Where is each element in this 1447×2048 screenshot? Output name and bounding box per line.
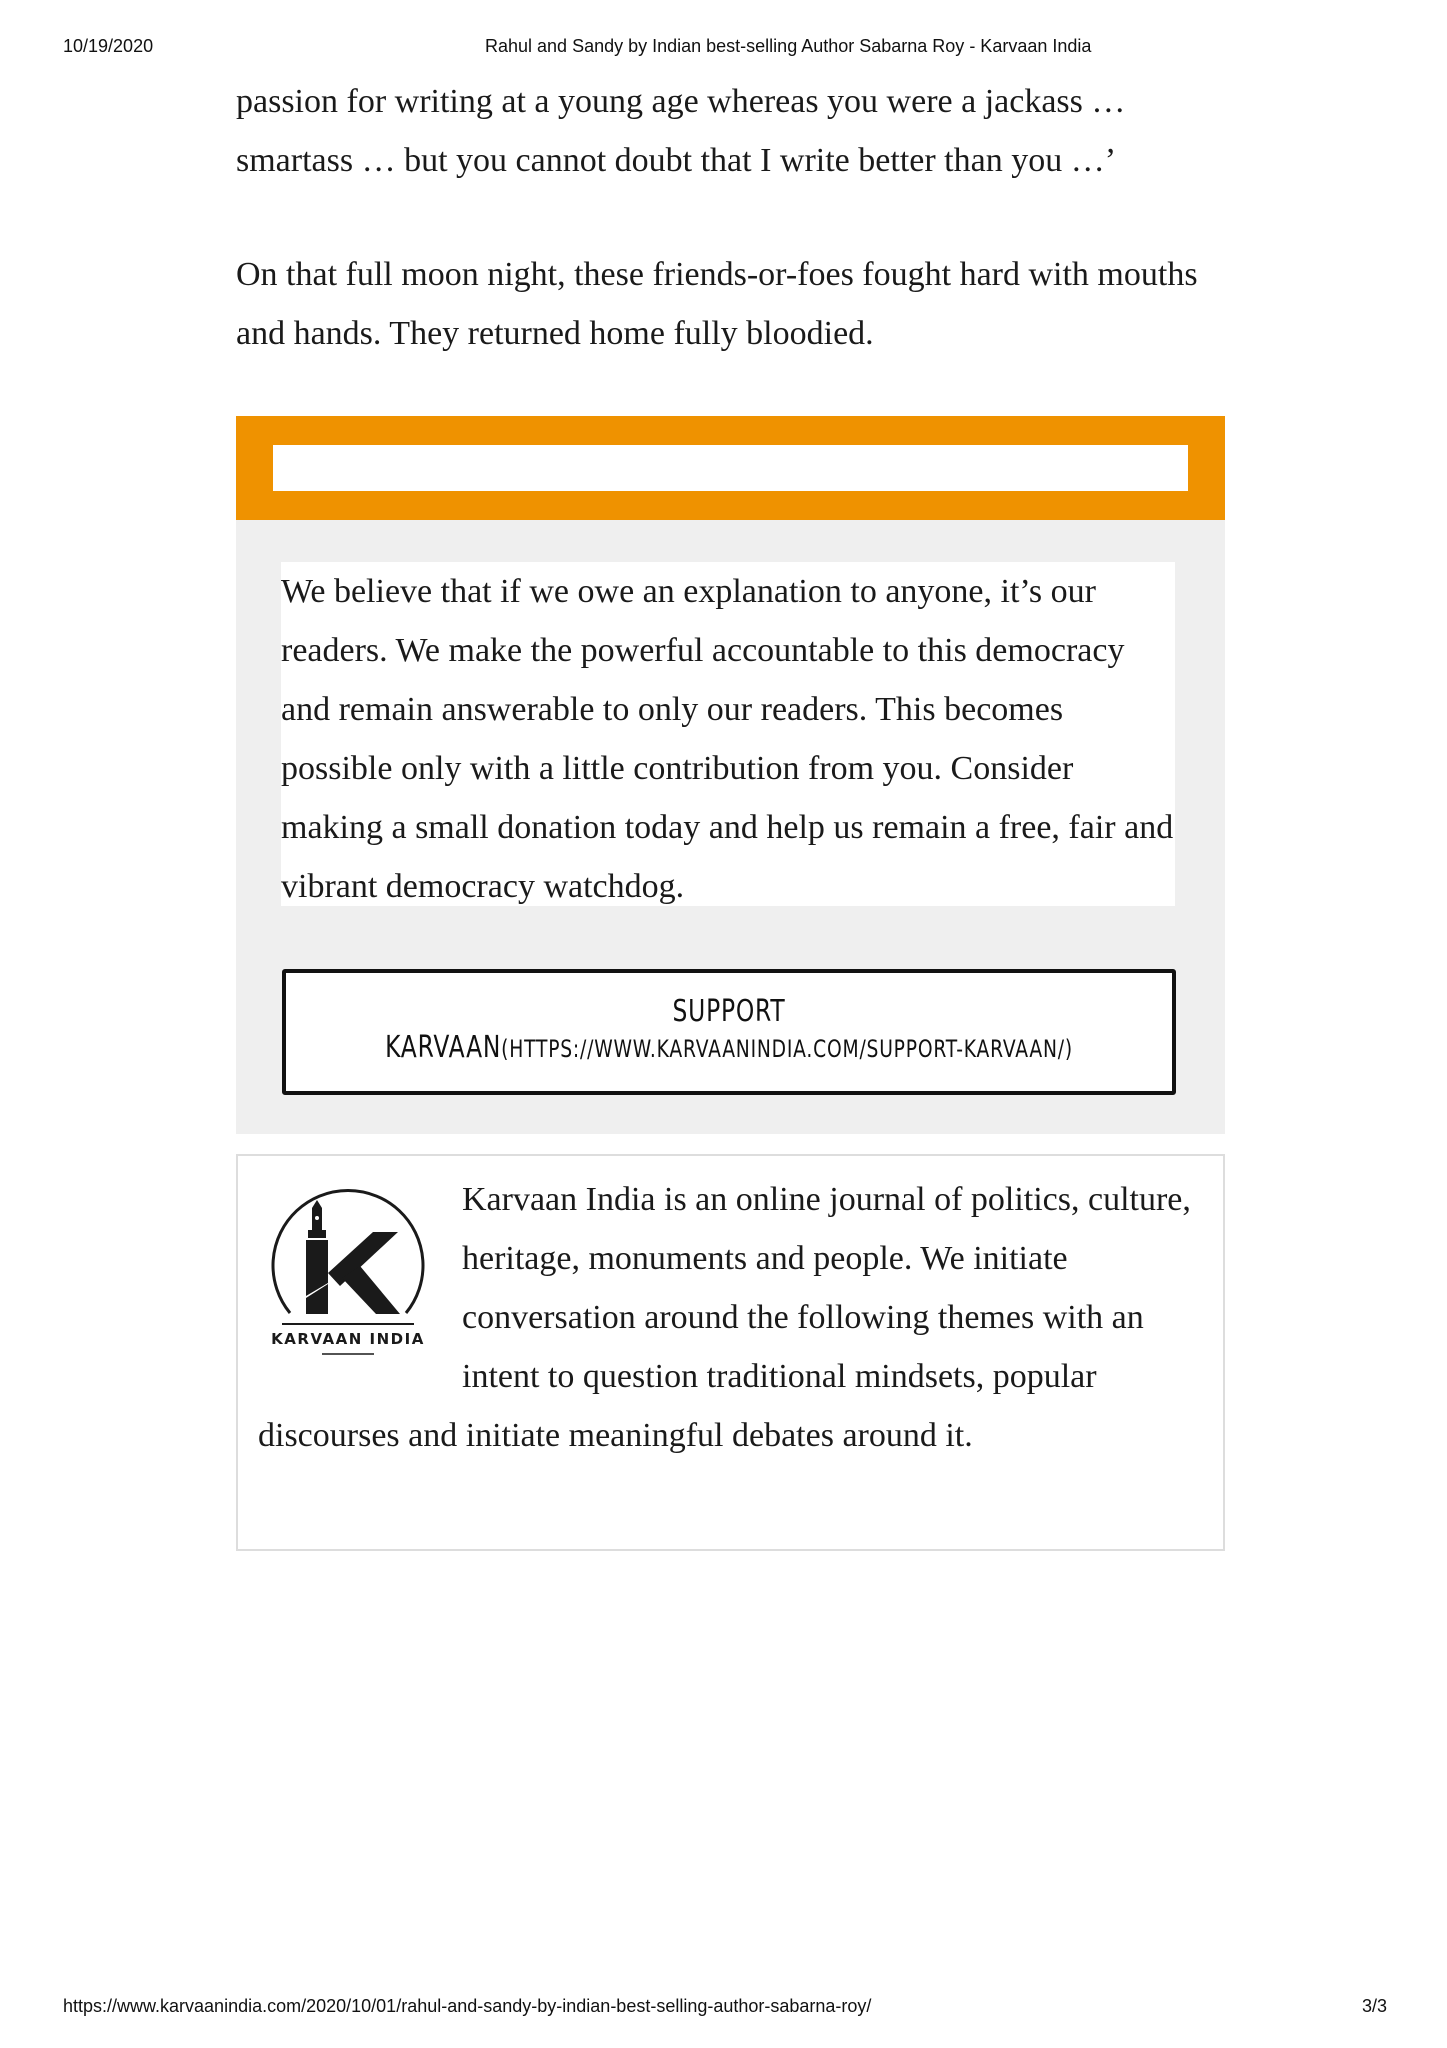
print-url: https://www.karvaanindia.com/2020/10/01/rahul-and-sandy-by-indian-best-selling-author-sabarna-roy/ xyxy=(63,1996,872,2016)
donation-message: We believe that if we owe an explanation to anyone, it’s our readers. We make the powerful accountable to this democracy and remain answerable to only our readers. This becomes possible only with a little contribution from you. Consider making a small donation today and help us remain a free, fair and vibrant democracy watchdog. xyxy=(281,573,1174,905)
print-page-title: Rahul and Sandy by Indian best-selling Author Sabarna Roy - Karvaan India xyxy=(485,36,1092,56)
donation-message-box xyxy=(281,562,1175,906)
support-button-url: (HTTPS://WWW.KARVAANINDIA.COM/SUPPORT-KARVAAN/) xyxy=(501,1035,1073,1063)
support-karvaan-button[interactable] xyxy=(282,969,1176,1095)
donation-banner xyxy=(236,416,1225,520)
print-date: 10/19/2020 xyxy=(63,36,154,56)
support-button-label xyxy=(383,996,1074,1068)
print-page-number: 3/3 xyxy=(1362,1996,1388,2016)
about-description-container xyxy=(258,1170,1198,1465)
donation-box xyxy=(236,416,1225,1134)
support-button-main-label: SUPPORT KARVAAN xyxy=(385,994,786,1065)
donation-banner-inner xyxy=(273,445,1188,491)
article-paragraph: passion for writing at a young age whereas you were a jackass … smartass … but you cannot doubt that I write better than you …’ xyxy=(236,83,1126,179)
article-paragraph: On that full moon night, these friends-or-foes fought hard with mouths and hands. They returned home fully bloodied. xyxy=(236,256,1198,352)
logo-text: KARVAAN INDIA xyxy=(271,1330,425,1348)
print-header xyxy=(0,36,1447,60)
about-description: Karvaan India is an online journal of politics, culture, heritage, monuments and people. We initiate conversation around the following themes with an intent to question traditional mindsets, popular discourses and initiate meaningful debates around it. xyxy=(258,1181,1191,1454)
about-box xyxy=(236,1154,1225,1551)
